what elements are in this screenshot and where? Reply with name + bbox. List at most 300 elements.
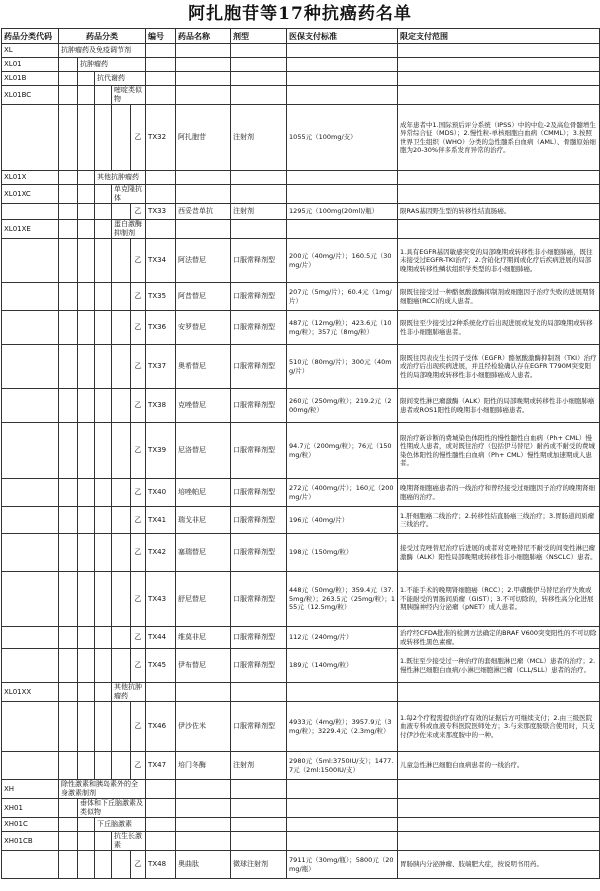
drug-number: TX35 bbox=[146, 283, 176, 311]
indent-cell bbox=[95, 832, 112, 851]
indent-cell bbox=[78, 204, 95, 220]
drug-form: 口服常释剂型 bbox=[231, 239, 287, 283]
drug-class: 乙 bbox=[131, 105, 146, 171]
empty-cell bbox=[398, 220, 600, 239]
indent-cell bbox=[59, 799, 78, 818]
drug-name: 阿法替尼 bbox=[176, 239, 231, 283]
drug-scope: 限既往至少接受过2种系统化疗后出现进展或复发的局部晚期或转移性非小细胞肺癌患者。 bbox=[398, 311, 600, 345]
drug-row bbox=[2, 534, 600, 572]
category-row bbox=[2, 832, 600, 851]
drug-row bbox=[2, 507, 600, 534]
indent-cell bbox=[59, 818, 78, 832]
indent-cell bbox=[112, 627, 131, 649]
indent-cell bbox=[78, 239, 95, 283]
empty-cell bbox=[146, 171, 176, 185]
empty-cell bbox=[146, 818, 176, 832]
drug-class: 乙 bbox=[131, 389, 146, 423]
drug-form: 口服常释剂型 bbox=[231, 311, 287, 345]
header-form: 剂型 bbox=[231, 29, 287, 44]
indent-cell bbox=[59, 389, 78, 423]
category-code: XH01 bbox=[2, 799, 59, 818]
header-code: 药品分类代码 bbox=[2, 29, 59, 44]
drug-code-cell bbox=[2, 534, 59, 572]
indent-cell bbox=[59, 86, 78, 105]
drug-code-cell bbox=[2, 851, 59, 879]
drug-standard: 7911元（30mg/瓶）；5800元（20mg/瓶） bbox=[287, 851, 398, 879]
drug-code-cell bbox=[2, 572, 59, 627]
category-code: XH01CB bbox=[2, 832, 59, 851]
indent-cell bbox=[59, 507, 78, 534]
category-row bbox=[2, 818, 600, 832]
drug-code-cell bbox=[2, 423, 59, 479]
indent-cell bbox=[112, 702, 131, 752]
empty-cell bbox=[398, 44, 600, 58]
indent-cell bbox=[78, 649, 95, 683]
drug-scope: 儿童急性淋巴细胞白血病患者的一线治疗。 bbox=[398, 752, 600, 780]
empty-cell bbox=[287, 780, 398, 799]
indent-cell bbox=[95, 572, 112, 627]
empty-cell bbox=[287, 832, 398, 851]
indent-cell bbox=[59, 534, 78, 572]
drug-code-cell bbox=[2, 702, 59, 752]
indent-cell bbox=[78, 345, 95, 389]
indent-cell bbox=[95, 389, 112, 423]
drug-name: 舒尼替尼 bbox=[176, 572, 231, 627]
indent-cell bbox=[95, 479, 112, 507]
drug-standard: 510元（80mg/片）；300元（40mg/片） bbox=[287, 345, 398, 389]
header-name: 药品名称 bbox=[176, 29, 231, 44]
drug-class: 乙 bbox=[131, 239, 146, 283]
drug-number: TX38 bbox=[146, 389, 176, 423]
category-label: 蛋白激酶抑制剂 bbox=[112, 220, 146, 239]
category-label: 嘧啶类似物 bbox=[112, 86, 146, 105]
empty-cell bbox=[287, 44, 398, 58]
indent-cell bbox=[78, 683, 95, 702]
drug-form: 口服常释剂型 bbox=[231, 507, 287, 534]
indent-cell bbox=[59, 72, 78, 86]
drug-class: 乙 bbox=[131, 423, 146, 479]
indent-cell bbox=[112, 283, 131, 311]
drug-number: TX44 bbox=[146, 627, 176, 649]
indent-cell bbox=[95, 507, 112, 534]
drug-name: 培门冬酶 bbox=[176, 752, 231, 780]
drug-name: 伊布替尼 bbox=[176, 649, 231, 683]
empty-cell bbox=[231, 171, 287, 185]
drug-number: TX42 bbox=[146, 534, 176, 572]
indent-cell bbox=[112, 105, 131, 171]
empty-cell bbox=[287, 799, 398, 818]
drug-row bbox=[2, 239, 600, 283]
header-scope: 限定支付范围 bbox=[398, 29, 600, 44]
empty-cell bbox=[146, 58, 176, 72]
indent-cell bbox=[59, 105, 78, 171]
indent-cell bbox=[112, 479, 131, 507]
category-row bbox=[2, 683, 600, 702]
empty-cell bbox=[176, 780, 231, 799]
empty-cell bbox=[146, 220, 176, 239]
indent-cell bbox=[112, 572, 131, 627]
category-code: XL01XC bbox=[2, 185, 59, 204]
drug-standard: 448元（50mg/粒）；359.4元（37.5mg/粒）；263.5元（25mg/粒）；155元（12.5mg/粒） bbox=[287, 572, 398, 627]
empty-cell bbox=[231, 683, 287, 702]
drug-class: 乙 bbox=[131, 204, 146, 220]
category-label: 抗代谢药 bbox=[95, 72, 146, 86]
drug-scope: 1.肝细胞癌二线治疗；2.转移性结直肠癌三线治疗；3.胃肠道间质瘤三线治疗。 bbox=[398, 507, 600, 534]
drug-form: 注射剂 bbox=[231, 204, 287, 220]
indent-cell bbox=[95, 423, 112, 479]
drug-code-cell bbox=[2, 105, 59, 171]
drug-scope: 1.每2个疗程需提供治疗有效的证据后方可继续支付；2.由三级医院血液专科或血液专科医院医师处方；3.与来那度胺联合使用时，只支付伊沙佐米或来那度胺中的一种。 bbox=[398, 702, 600, 752]
empty-cell bbox=[176, 58, 231, 72]
indent-cell bbox=[95, 627, 112, 649]
category-label: 其他抗肿瘤药 bbox=[112, 683, 146, 702]
indent-cell bbox=[59, 423, 78, 479]
empty-cell bbox=[287, 58, 398, 72]
category-code: XL01BC bbox=[2, 86, 59, 105]
indent-cell bbox=[95, 702, 112, 752]
indent-cell bbox=[95, 105, 112, 171]
category-label: 垂体和下丘脑激素及类似物 bbox=[78, 799, 146, 818]
indent-cell bbox=[78, 311, 95, 345]
empty-cell bbox=[176, 86, 231, 105]
indent-cell bbox=[95, 86, 112, 105]
drug-code-cell bbox=[2, 311, 59, 345]
indent-cell bbox=[59, 479, 78, 507]
indent-cell bbox=[78, 389, 95, 423]
drug-row bbox=[2, 423, 600, 479]
drug-number: TX46 bbox=[146, 702, 176, 752]
drug-row bbox=[2, 627, 600, 649]
drug-class: 乙 bbox=[131, 752, 146, 780]
indent-cell bbox=[59, 185, 78, 204]
drug-form: 微球注射剂 bbox=[231, 851, 287, 879]
empty-cell bbox=[176, 185, 231, 204]
category-label: 下丘脑激素 bbox=[95, 818, 146, 832]
indent-cell bbox=[78, 534, 95, 572]
drug-name: 西妥昔单抗 bbox=[176, 204, 231, 220]
indent-cell bbox=[78, 220, 95, 239]
category-code: XL bbox=[2, 44, 59, 58]
empty-cell bbox=[398, 799, 600, 818]
indent-cell bbox=[78, 423, 95, 479]
drug-form: 注射剂 bbox=[231, 752, 287, 780]
indent-cell bbox=[59, 649, 78, 683]
drug-number: TX41 bbox=[146, 507, 176, 534]
drug-row bbox=[2, 572, 600, 627]
drug-name: 维莫非尼 bbox=[176, 627, 231, 649]
empty-cell bbox=[146, 185, 176, 204]
category-label: 单克隆抗体 bbox=[112, 185, 146, 204]
drug-class: 乙 bbox=[131, 345, 146, 389]
indent-cell bbox=[59, 683, 78, 702]
indent-cell bbox=[59, 204, 78, 220]
indent-cell bbox=[112, 534, 131, 572]
drug-row bbox=[2, 851, 600, 879]
drug-name: 阿扎胞苷 bbox=[176, 105, 231, 171]
drug-name: 阿昔替尼 bbox=[176, 283, 231, 311]
indent-cell bbox=[78, 283, 95, 311]
category-label: 抗肿瘤药 bbox=[78, 58, 146, 72]
indent-cell bbox=[59, 345, 78, 389]
drug-form: 口服常释剂型 bbox=[231, 572, 287, 627]
empty-cell bbox=[146, 780, 176, 799]
indent-cell bbox=[95, 283, 112, 311]
indent-cell bbox=[112, 752, 131, 780]
indent-cell bbox=[95, 311, 112, 345]
category-code: XL01X bbox=[2, 171, 59, 185]
drug-class: 乙 bbox=[131, 702, 146, 752]
indent-cell bbox=[78, 72, 95, 86]
drug-scope: 1.具有EGFR基因敏感突变的局部晚期或转移性非小细胞肺癌，既往未接受过EGFR-TKI治疗；2.含铂化疗期间或化疗后疾病进展的局部晚期或转移性鳞状组织学类型的非小细胞肺癌。 bbox=[398, 239, 600, 283]
drug-row bbox=[2, 649, 600, 683]
empty-cell bbox=[176, 799, 231, 818]
empty-cell bbox=[231, 799, 287, 818]
indent-cell bbox=[78, 185, 95, 204]
empty-cell bbox=[176, 220, 231, 239]
category-code: XH bbox=[2, 780, 59, 799]
empty-cell bbox=[231, 185, 287, 204]
drug-standard: 487元（12mg/粒）；423.6元（10mg/粒）；357元（8mg/粒） bbox=[287, 311, 398, 345]
drug-form: 注射剂 bbox=[231, 105, 287, 171]
drug-standard: 1295元（100mg(20ml)/瓶） bbox=[287, 204, 398, 220]
category-row bbox=[2, 72, 600, 86]
category-row bbox=[2, 799, 600, 818]
drug-scope: 限间变性淋巴瘤激酶（ALK）阳性的局部晚期或转移性非小细胞肺癌患者或ROS1阳性的晚期非小细胞肺癌患者。 bbox=[398, 389, 600, 423]
category-code: XL01B bbox=[2, 72, 59, 86]
drug-name: 瑞戈非尼 bbox=[176, 507, 231, 534]
drug-scope: 1.不能手术的晚期肾细胞癌（RCC）；2.甲磺酸伊马替尼治疗失败或不能耐受的胃肠间质瘤（GIST）；3.不可切除的，转移性高分化进展期胰腺神经内分泌瘤（pNET）成人患者。 bbox=[398, 572, 600, 627]
drug-name: 尼洛替尼 bbox=[176, 423, 231, 479]
category-row bbox=[2, 780, 600, 799]
drug-form: 口服常释剂型 bbox=[231, 389, 287, 423]
empty-cell bbox=[398, 832, 600, 851]
empty-cell bbox=[231, 220, 287, 239]
drug-form: 口服常释剂型 bbox=[231, 345, 287, 389]
empty-cell bbox=[231, 72, 287, 86]
drug-code-cell bbox=[2, 507, 59, 534]
drug-number: TX39 bbox=[146, 423, 176, 479]
category-row bbox=[2, 58, 600, 72]
drug-standard: 189元（140mg/粒） bbox=[287, 649, 398, 683]
drug-class: 乙 bbox=[131, 507, 146, 534]
drug-name: 克唑替尼 bbox=[176, 389, 231, 423]
drug-standard: 2980元（5ml:3750IU/支）；1477.7元（2ml:1500IU/支） bbox=[287, 752, 398, 780]
indent-cell bbox=[78, 627, 95, 649]
indent-cell bbox=[112, 311, 131, 345]
empty-cell bbox=[231, 44, 287, 58]
empty-cell bbox=[231, 58, 287, 72]
indent-cell bbox=[112, 649, 131, 683]
header-number: 编号 bbox=[146, 29, 176, 44]
drug-standard: 196元（40mg/片） bbox=[287, 507, 398, 534]
empty-cell bbox=[287, 86, 398, 105]
indent-cell bbox=[112, 851, 131, 879]
drug-standard: 200元（40mg/片）；160.5元（30mg/片） bbox=[287, 239, 398, 283]
drug-number: TX36 bbox=[146, 311, 176, 345]
drug-number: TX34 bbox=[146, 239, 176, 283]
drug-code-cell bbox=[2, 239, 59, 283]
empty-cell bbox=[287, 72, 398, 86]
indent-cell bbox=[95, 185, 112, 204]
empty-cell bbox=[287, 185, 398, 204]
drug-code-cell bbox=[2, 479, 59, 507]
category-code: XL01XX bbox=[2, 683, 59, 702]
indent-cell bbox=[112, 389, 131, 423]
drug-form: 口服常释剂型 bbox=[231, 627, 287, 649]
drug-code-cell bbox=[2, 283, 59, 311]
empty-cell bbox=[146, 683, 176, 702]
empty-cell bbox=[398, 185, 600, 204]
empty-cell bbox=[146, 799, 176, 818]
empty-cell bbox=[231, 832, 287, 851]
indent-cell bbox=[112, 423, 131, 479]
drug-list-table bbox=[1, 28, 600, 879]
drug-standard: 94.7元（200mg/粒）；76元（150mg/粒） bbox=[287, 423, 398, 479]
category-label: 抗肿瘤药及免疫调节剂 bbox=[59, 44, 146, 58]
drug-form: 口服常释剂型 bbox=[231, 702, 287, 752]
empty-cell bbox=[176, 171, 231, 185]
category-row bbox=[2, 86, 600, 105]
drug-name: 伊沙佐米 bbox=[176, 702, 231, 752]
indent-cell bbox=[59, 572, 78, 627]
drug-class: 乙 bbox=[131, 283, 146, 311]
indent-cell bbox=[59, 283, 78, 311]
drug-class: 乙 bbox=[131, 311, 146, 345]
indent-cell bbox=[59, 58, 78, 72]
category-code: XL01 bbox=[2, 58, 59, 72]
drug-row bbox=[2, 702, 600, 752]
drug-number: TX37 bbox=[146, 345, 176, 389]
empty-cell bbox=[146, 72, 176, 86]
indent-cell bbox=[112, 204, 131, 220]
drug-code-cell bbox=[2, 752, 59, 780]
category-label: 其他抗肿瘤药 bbox=[95, 171, 146, 185]
drug-code-cell bbox=[2, 649, 59, 683]
drug-scope: 限既往因表皮生长因子受体（EGFR）酪氨酸激酶抑制剂（TKI）治疗或治疗后出现疾病进展，并且经检验确认存在EGFR T790M突变阳性的局部晚期或转移性非小细胞肺癌成人患者。 bbox=[398, 345, 600, 389]
drug-form: 口服常释剂型 bbox=[231, 479, 287, 507]
drug-class: 乙 bbox=[131, 627, 146, 649]
page-title: 阿扎胞苷等17种抗癌药名单 bbox=[188, 4, 412, 24]
drug-number: TX40 bbox=[146, 479, 176, 507]
indent-cell bbox=[95, 204, 112, 220]
indent-cell bbox=[95, 220, 112, 239]
empty-cell bbox=[398, 780, 600, 799]
indent-cell bbox=[78, 507, 95, 534]
indent-cell bbox=[95, 649, 112, 683]
indent-cell bbox=[59, 171, 78, 185]
indent-cell bbox=[95, 851, 112, 879]
header-standard: 医保支付标准 bbox=[287, 29, 398, 44]
drug-scope: 治疗经CFDA批准的检测方法确定的BRAF V600突变阳性的不可切除或转移性黑色素瘤。 bbox=[398, 627, 600, 649]
drug-code-cell bbox=[2, 204, 59, 220]
empty-cell bbox=[176, 832, 231, 851]
drug-number: TX43 bbox=[146, 572, 176, 627]
drug-class: 乙 bbox=[131, 534, 146, 572]
empty-cell bbox=[287, 818, 398, 832]
indent-cell bbox=[78, 818, 95, 832]
indent-cell bbox=[59, 752, 78, 780]
drug-name: 奥希替尼 bbox=[176, 345, 231, 389]
category-code: XH01C bbox=[2, 818, 59, 832]
drug-standard: 112元（240mg/片） bbox=[287, 627, 398, 649]
drug-row bbox=[2, 105, 600, 171]
drug-form: 口服常释剂型 bbox=[231, 423, 287, 479]
indent-cell bbox=[59, 702, 78, 752]
header-category: 药品分类 bbox=[59, 29, 146, 44]
indent-cell bbox=[59, 239, 78, 283]
drug-scope: 接受过克唑替尼治疗后进展的或者对克唑替尼不耐受的间变性淋巴瘤激酶（ALK）阳性局部晚期或转移性非小细胞肺癌（NSCLC）患者。 bbox=[398, 534, 600, 572]
drug-number: TX47 bbox=[146, 752, 176, 780]
empty-cell bbox=[176, 818, 231, 832]
indent-cell bbox=[95, 239, 112, 283]
drug-code-cell bbox=[2, 389, 59, 423]
drug-number: TX48 bbox=[146, 851, 176, 879]
table-body bbox=[2, 44, 600, 879]
drug-form: 口服常释剂型 bbox=[231, 534, 287, 572]
category-row bbox=[2, 171, 600, 185]
category-code: XL01XE bbox=[2, 220, 59, 239]
category-label: 抗生长激素 bbox=[112, 832, 146, 851]
drug-name: 培唑帕尼 bbox=[176, 479, 231, 507]
empty-cell bbox=[398, 171, 600, 185]
empty-cell bbox=[176, 44, 231, 58]
empty-cell bbox=[176, 683, 231, 702]
empty-cell bbox=[398, 86, 600, 105]
empty-cell bbox=[231, 780, 287, 799]
empty-cell bbox=[398, 58, 600, 72]
drug-row bbox=[2, 283, 600, 311]
indent-cell bbox=[112, 345, 131, 389]
indent-cell bbox=[78, 702, 95, 752]
drug-standard: 4933元（4mg/粒）；3957.9元（3mg/粒）；3229.4元（2.3mg/粒） bbox=[287, 702, 398, 752]
drug-standard: 198元（150mg/粒） bbox=[287, 534, 398, 572]
category-label: 除性激素和胰岛素外的全身激素制剂 bbox=[59, 780, 146, 799]
indent-cell bbox=[59, 311, 78, 345]
indent-cell bbox=[78, 479, 95, 507]
empty-cell bbox=[146, 44, 176, 58]
drug-name: 安罗替尼 bbox=[176, 311, 231, 345]
indent-cell bbox=[95, 752, 112, 780]
empty-cell bbox=[146, 86, 176, 105]
empty-cell bbox=[398, 818, 600, 832]
indent-cell bbox=[59, 832, 78, 851]
drug-row bbox=[2, 479, 600, 507]
drug-code-cell bbox=[2, 627, 59, 649]
empty-cell bbox=[287, 683, 398, 702]
empty-cell bbox=[287, 171, 398, 185]
drug-form: 口服常释剂型 bbox=[231, 283, 287, 311]
drug-class: 乙 bbox=[131, 572, 146, 627]
drug-standard: 207元（5mg/片）；60.4元（1mg/片） bbox=[287, 283, 398, 311]
category-row bbox=[2, 220, 600, 239]
drug-scope: 1.既往至少接受过一种治疗的套细胞淋巴瘤（MCL）患者的治疗；2.慢性淋巴细胞白血病/小淋巴细胞淋巴瘤（CLL/SLL）患者的治疗。 bbox=[398, 649, 600, 683]
drug-number: TX45 bbox=[146, 649, 176, 683]
empty-cell bbox=[176, 72, 231, 86]
indent-cell bbox=[78, 832, 95, 851]
indent-cell bbox=[112, 239, 131, 283]
drug-row bbox=[2, 204, 600, 220]
drug-scope: 限既往接受过一种酪氨酸激酶抑制剂或细胞因子治疗失败的进展期肾细胞癌(RCC)的成人患者。 bbox=[398, 283, 600, 311]
drug-standard: 272元（400mg/片）；160元（200mg/片） bbox=[287, 479, 398, 507]
empty-cell bbox=[398, 683, 600, 702]
drug-scope: 成年患者中1.国际预后评分系统（IPSS）中的中危-2及高危骨髓增生异常综合征（MDS）；2.慢性粒-单核细胞白血病（CMML）；3.按照世界卫生组织（WHO）分类的急性髓系白血病（AML）、骨髓原始细胞为20-30%伴多系发育异常的治疗。 bbox=[398, 105, 600, 171]
drug-class: 乙 bbox=[131, 649, 146, 683]
indent-cell bbox=[59, 627, 78, 649]
indent-cell bbox=[78, 86, 95, 105]
drug-class: 乙 bbox=[131, 851, 146, 879]
category-row bbox=[2, 185, 600, 204]
empty-cell bbox=[231, 86, 287, 105]
